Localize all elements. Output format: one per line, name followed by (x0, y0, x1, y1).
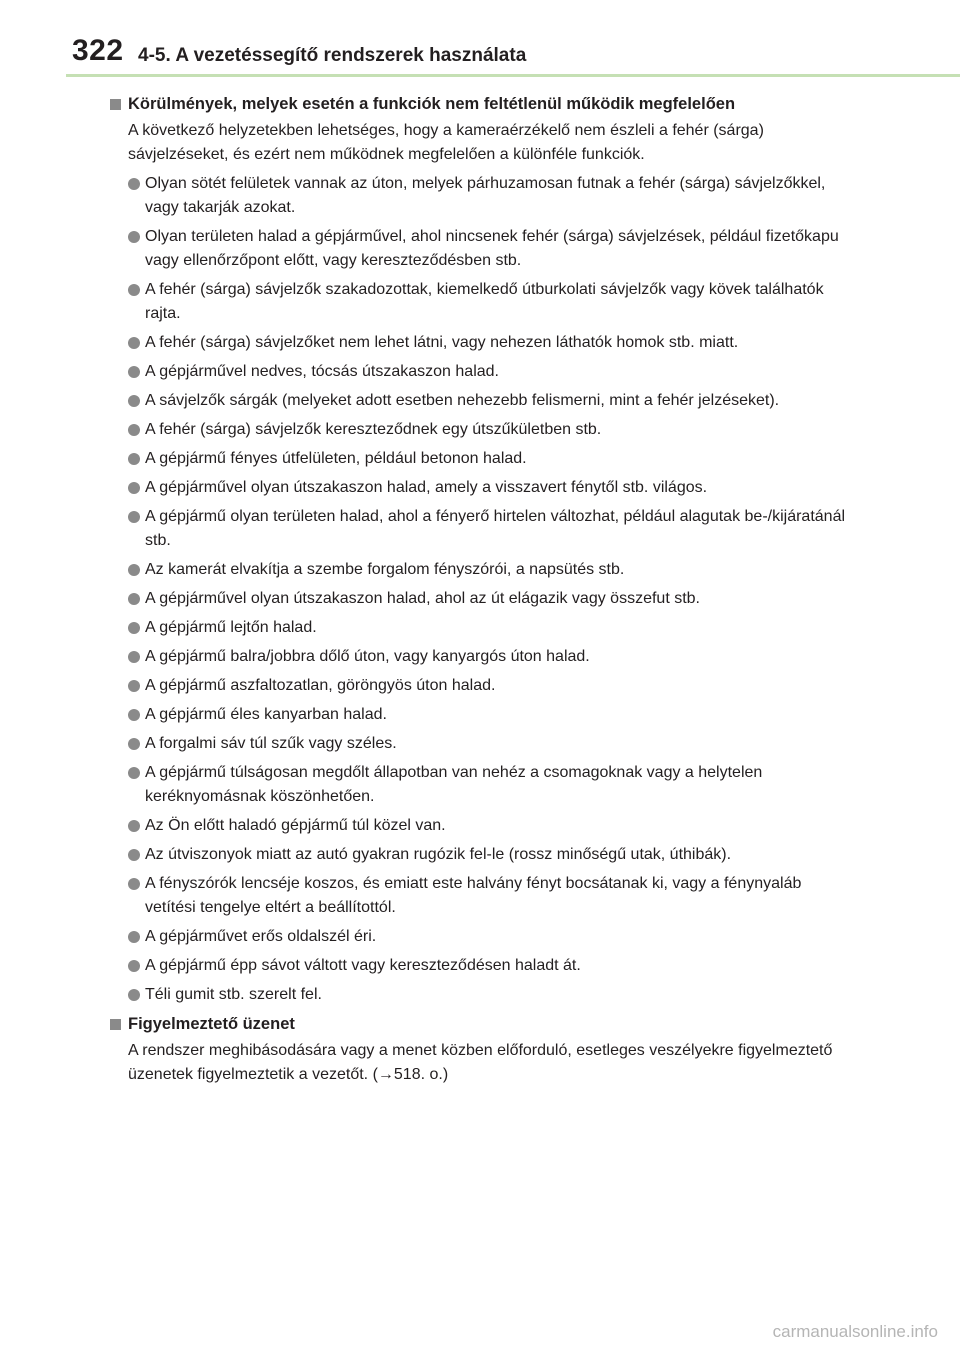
round-bullet-icon (128, 231, 140, 243)
section-intro: A következő helyzetekben lehetséges, hogy a kameraérzékelő nem észleli a fehér (sárga) sávjelzéseket, és ezért nem működnek megfelelően a különféle funkciók. (128, 122, 764, 163)
list-item-text: Az kamerát elvakítja a szembe forgalom fényszórói, a napsütés stb. (145, 561, 625, 578)
list-item-text: A gépjármű épp sávot váltott vagy kereszteződésen haladt át. (145, 957, 581, 974)
list-item (128, 505, 855, 553)
list-item-text: A fehér (sárga) sávjelzőket nem lehet látni, vagy nehezen láthatók homok stb. miatt. (145, 334, 739, 351)
list-item (128, 674, 855, 698)
round-bullet-icon (128, 680, 140, 692)
list-item-text: Olyan sötét felületek vannak az úton, melyek párhuzamosan futnak a fehér (sárga) sávjelzőkkel, vagy takarják azokat. (145, 175, 826, 216)
list-item (128, 645, 855, 669)
list-item (128, 814, 855, 838)
round-bullet-icon (128, 622, 140, 634)
round-bullet-icon (128, 767, 140, 779)
chapter-title: 4-5. A vezetéssegítő rendszerek használata (138, 45, 527, 66)
round-bullet-icon (128, 651, 140, 663)
list-item (128, 418, 855, 442)
list-item (128, 925, 855, 949)
list-item-text: A gépjárművel nedves, tócsás útszakaszon halad. (145, 363, 499, 380)
list-item (128, 983, 855, 1007)
list-item-text: A gépjármű aszfaltozatlan, göröngyös úton halad. (145, 677, 496, 694)
round-bullet-icon (128, 337, 140, 349)
header-divider (66, 74, 960, 77)
list-item-text: A gépjármű fényes útfelületen, például betonon halad. (145, 450, 527, 467)
section-heading-text: Körülmények, melyek esetén a funkciók nem feltétlenül működik megfelelően (128, 95, 736, 113)
section-heading (110, 92, 855, 117)
list-item (128, 872, 855, 920)
list-item (128, 225, 855, 273)
round-bullet-icon (128, 878, 140, 890)
round-bullet-icon (128, 564, 140, 576)
list-item-text: A gépjárművet erős oldalszél éri. (145, 928, 377, 945)
list-item-text: A gépjármű olyan területen halad, ahol a fényerő hirtelen változhat, például alagutak be-/kijáratánál stb. (145, 508, 846, 549)
round-bullet-icon (128, 738, 140, 750)
list-item-text: Az Ön előtt haladó gépjármű túl közel van. (145, 817, 446, 834)
round-bullet-icon (128, 709, 140, 721)
list-item (128, 954, 855, 978)
list-item-text: Olyan területen halad a gépjárművel, ahol nincsenek fehér (sárga) sávjelzések, például fizetőkapu vagy ellenőrzőpont előtt, vagy kereszteződésben stb. (145, 228, 839, 269)
round-bullet-icon (128, 989, 140, 1001)
section-heading (110, 1012, 855, 1037)
section-heading-text: Figyelmeztető üzenet (128, 1015, 295, 1033)
round-bullet-icon (128, 849, 140, 861)
round-bullet-icon (128, 960, 140, 972)
round-bullet-icon (128, 424, 140, 436)
round-bullet-icon (128, 395, 140, 407)
list-item (128, 389, 855, 413)
list-item-text: Téli gumit stb. szerelt fel. (145, 986, 322, 1003)
bullet-list (110, 172, 855, 1007)
list-item-text: A gépjárművel olyan útszakaszon halad, amely a visszavert fénytől stb. világos. (145, 479, 708, 496)
list-item-text: A gépjármű lejtőn halad. (145, 619, 317, 636)
list-item (128, 278, 855, 326)
list-item (128, 172, 855, 220)
list-item-text: A fehér (sárga) sávjelzők szakadozottak, kiemelkedő útburkolati sávjelzők vagy kövek találhatók rajta. (145, 281, 824, 322)
section-intro: A rendszer meghibásodására vagy a menet közben előforduló, esetleges veszélyekre figyelmeztető üzenetek figyelmeztetik a vezetőt. (→518. o.) (128, 1042, 833, 1083)
square-bullet-icon (110, 1019, 121, 1030)
list-item-text: A fényszórók lencséje koszos, és emiatt este halvány fényt bocsátanak ki, vagy a fénynyaláb vetítési tengelye eltért a beállítottól. (145, 875, 802, 916)
round-bullet-icon (128, 178, 140, 190)
list-item-text: Az útviszonyok miatt az autó gyakran rugózik fel-le (rossz minőségű utak, úthibák). (145, 846, 732, 863)
list-item (128, 732, 855, 756)
footer-watermark: carmanualsonline.info (772, 1322, 938, 1341)
round-bullet-icon (128, 482, 140, 494)
list-item (128, 761, 855, 809)
list-item-text: A forgalmi sáv túl szűk vagy széles. (145, 735, 397, 752)
list-item (128, 558, 855, 582)
list-item-text: A gépjárművel olyan útszakaszon halad, ahol az út elágazik vagy összefut stb. (145, 590, 700, 607)
list-item-text: A gépjármű túlságosan megdőlt állapotban van nehéz a csomagoknak vagy a helytelen keréknyomásnak köszönhetően. (145, 764, 763, 805)
round-bullet-icon (128, 366, 140, 378)
round-bullet-icon (128, 593, 140, 605)
list-item (128, 331, 855, 355)
list-item (128, 476, 855, 500)
list-item (128, 843, 855, 867)
list-item (128, 587, 855, 611)
page-number: 322 (72, 34, 124, 67)
round-bullet-icon (128, 511, 140, 523)
page-header (0, 0, 960, 82)
round-bullet-icon (128, 931, 140, 943)
list-item (128, 360, 855, 384)
list-item-text: A fehér (sárga) sávjelzők kereszteződnek egy útszűkületben stb. (145, 421, 602, 438)
page-content (110, 92, 855, 1092)
list-item-text: A gépjármű balra/jobbra dőlő úton, vagy kanyargós úton halad. (145, 648, 590, 665)
round-bullet-icon (128, 453, 140, 465)
list-item (128, 616, 855, 640)
list-item-text: A sávjelzők sárgák (melyeket adott esetben nehezebb felismerni, mint a fehér jelzéseket). (145, 392, 780, 409)
list-item (128, 447, 855, 471)
square-bullet-icon (110, 99, 121, 110)
list-item (128, 703, 855, 727)
round-bullet-icon (128, 284, 140, 296)
round-bullet-icon (128, 820, 140, 832)
list-item-text: A gépjármű éles kanyarban halad. (145, 706, 387, 723)
